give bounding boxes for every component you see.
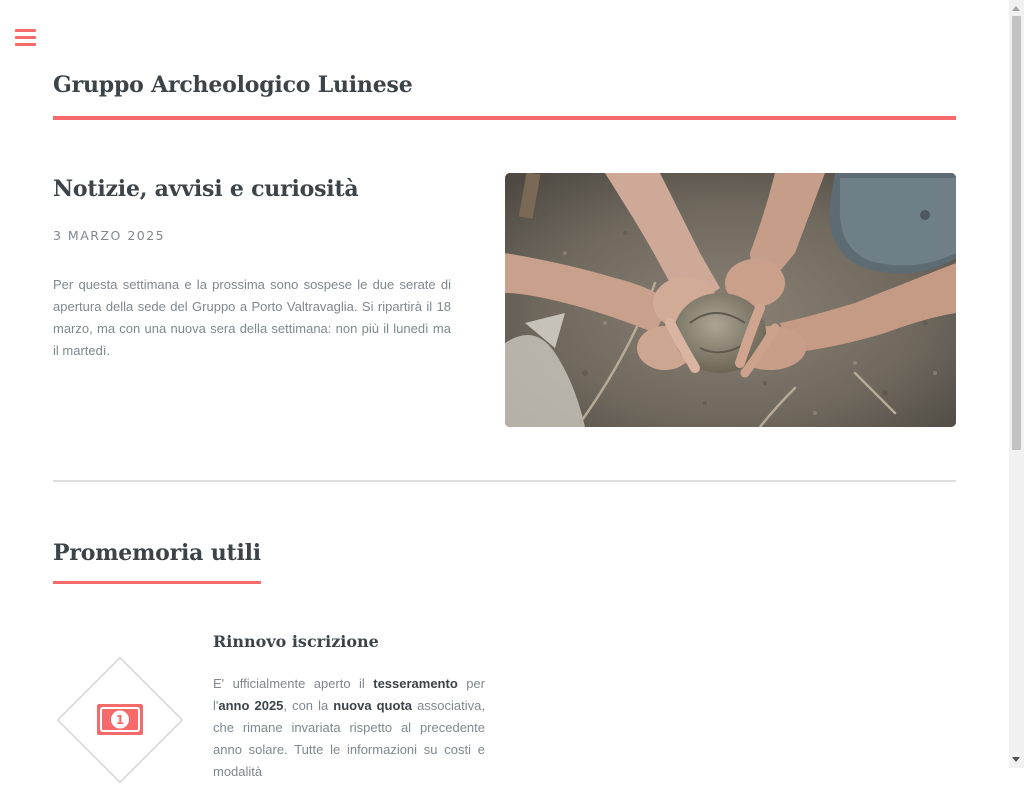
- feature-text: [213, 673, 485, 783]
- scroll-thumb[interactable]: [1012, 16, 1021, 450]
- scroll-down-arrow-icon[interactable]: [1012, 757, 1020, 762]
- main-content: [53, 0, 956, 779]
- money-bill-icon: [53, 653, 187, 787]
- svg-text:1: 1: [115, 713, 125, 727]
- scroll-up-arrow-icon[interactable]: [1012, 6, 1020, 11]
- site-header: [53, 72, 956, 120]
- feature-text-bold: tesseramento: [373, 676, 458, 691]
- section-title-underline: [53, 581, 261, 584]
- site-logo-link[interactable]: Gruppo Archeologico Luinese: [53, 72, 413, 98]
- section-divider: [53, 480, 956, 482]
- feature-text-bold: anno 2025: [218, 698, 284, 713]
- banner-photo: [505, 173, 956, 427]
- banner-date: 3 MARZO 2025: [53, 228, 166, 243]
- feature-title: Rinnovo iscrizione: [213, 632, 379, 651]
- banner-text: Per questa settimana e la prossima sono sospese le due serate di apertura della sede del Gruppo a Porto Valtravaglia. Si ripartirà il 18 marzo, ma con una nuova sera della settimana: non più il lunedì ma il martedì.: [53, 277, 451, 358]
- feature-text-bold: nuova quota: [333, 698, 413, 713]
- feature-text-part: associativa, che rimane invariata rispetto al precedente anno solare. Tutte le informazioni su costi e modalità: [213, 698, 485, 779]
- feature-text-part: per l': [213, 676, 485, 713]
- feature-text-part: , con la: [283, 698, 334, 713]
- archaeology-dig-image: [505, 173, 956, 427]
- menu-toggle-icon[interactable]: [15, 28, 37, 46]
- vertical-scrollbar[interactable]: [1009, 0, 1024, 768]
- section-title: Promemoria utili: [53, 540, 261, 566]
- feature-text-part: E' ufficialmente aperto il: [213, 676, 374, 691]
- banner-title: Notizie, avvisi e curiosità: [53, 176, 359, 202]
